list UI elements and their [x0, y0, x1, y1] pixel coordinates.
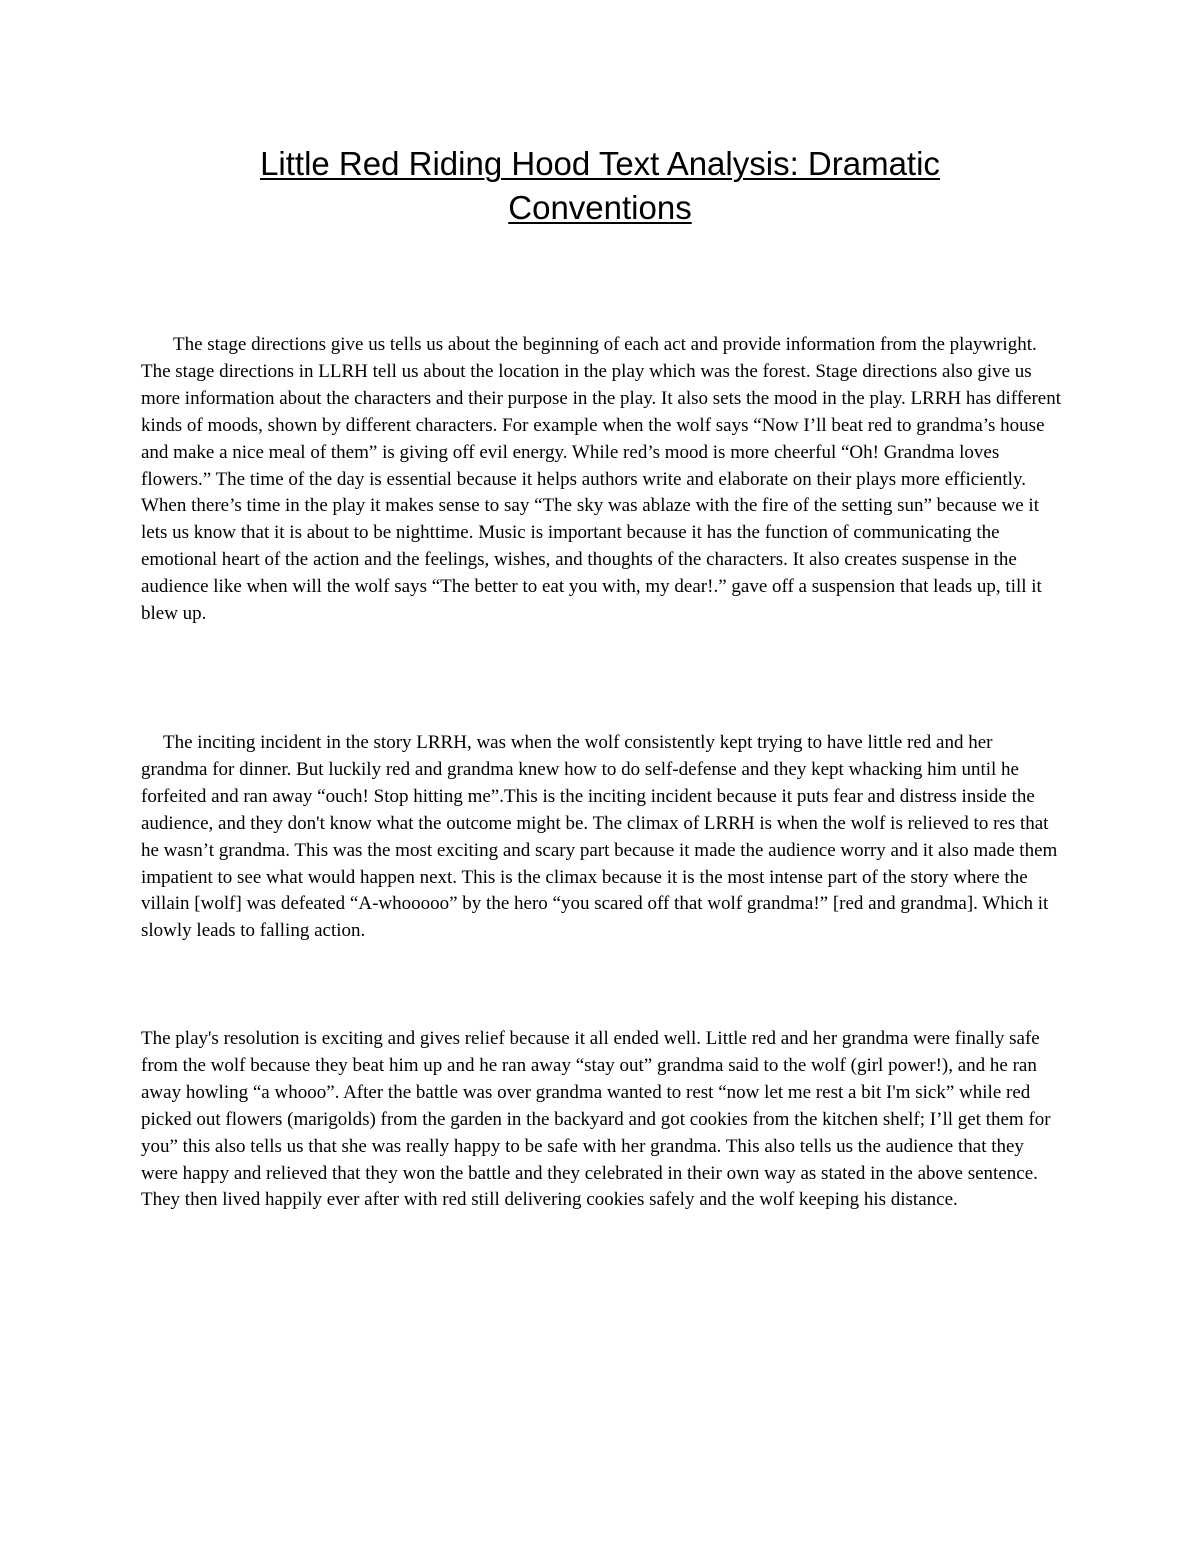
paragraph-resolution: The play's resolution is exciting and gives relief because it all ended well. Little red and her grandma were finally safe from the wolf because they beat him up and he ran away “stay out” grandma said to the wolf (girl power!), and he ran away howling “a whooo”. After the battle was over grandma wanted to rest “now let me rest a bit I'm sick” while red picked out flowers (marigolds) from the garden in the backyard and got cookies from the kitchen shelf; I’ll get them for you” this also tells us that she was really happy to be safe with her grandma. This also tells us the audience that they were happy and relieved that they won the battle and they celebrated in their own way as stated in the above sentence. They then lived happily ever after with red still delivering cookies safely and the wolf keeping his distance. [141, 1028, 1051, 1211]
title-line-1: Little Red Riding Hood Text Analysis: Dramatic [260, 145, 940, 182]
document-title [140, 142, 1060, 230]
paragraph-stage-directions: The stage directions give us tells us about the beginning of each act and provide information from the playwright. The stage directions in LLRH tell us about the location in the play which was the forest. Stage directions also give us more information about the characters and their purpose in the play. It also sets the mood in the play. LRRH has different kinds of moods, shown by different characters. For example when the wolf says “Now I’ll beat red to grandma’s house and make a nice meal of them” is giving off evil energy. While red’s mood is more cheerful “Oh! Grandma loves flowers.” The time of the day is essential because it helps authors write and elaborate on their plays more efficiently. When there’s time in the play it makes sense to say “The sky was ablaze with the fire of the setting sun” because we it lets us know that it is about to be nighttime. Music is important because it has the function of communicating the emotional heart of the action and the feelings, wishes, and thoughts of the characters. It also creates suspense in the audience like when will the wolf says “The better to eat you with, my dear!.” gave off a suspension that leads up, till it blew up. [141, 334, 1062, 625]
paragraph-inciting-incident: The inciting incident in the story LRRH, was when the wolf consistently kept trying to have little red and her grandma for dinner. But luckily red and grandma knew how to do self-defense and they kept whacking him until he forfeited and ran away “ouch! Stop hitting me”.This is the inciting incident because it puts fear and distress inside the audience, and they don't know what the outcome might be. The climax of LRRH is when the wolf is relieved to res that he wasn’t grandma. This was the most exciting and scary part because it made the audience worry and it also made them impatient to see what would happen next. This is the climax because it is the most intense part of the story where the villain [wolf] was defeated “A-whooooo” by the hero “you scared off that wolf grandma!” [red and grandma]. Which it slowly leads to falling action. [141, 732, 1058, 942]
title-line-2: Conventions [508, 189, 692, 226]
